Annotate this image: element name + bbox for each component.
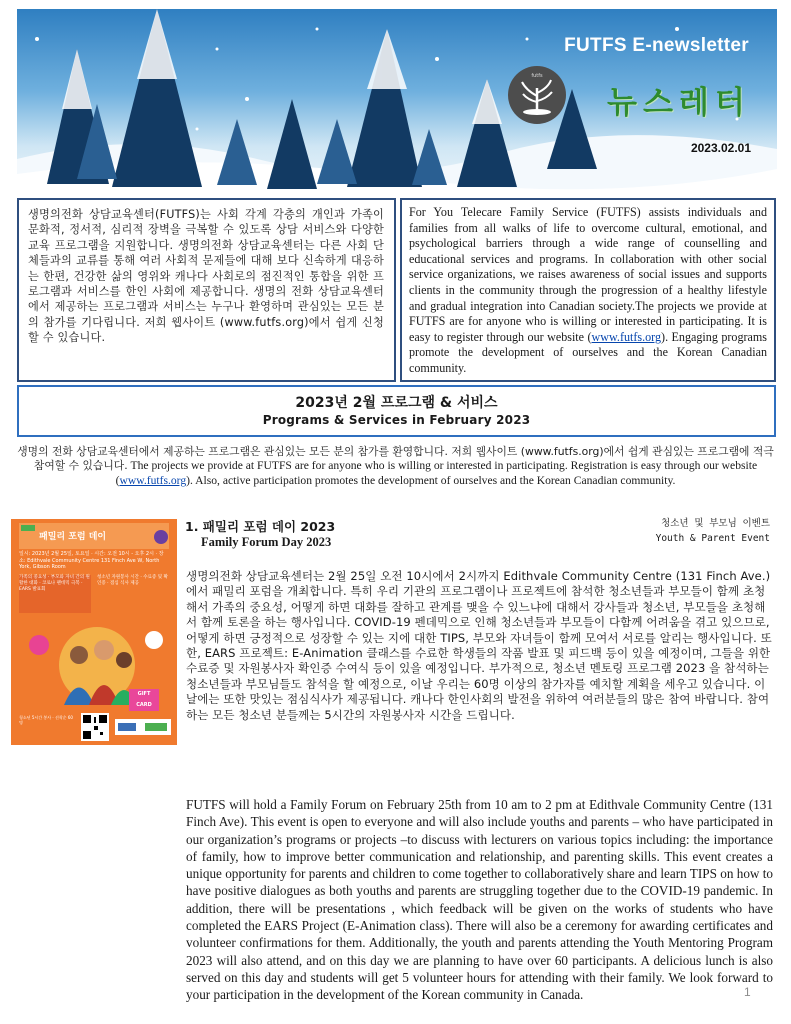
tree-logo-icon bbox=[508, 66, 566, 124]
logo-text: futfs bbox=[531, 73, 543, 79]
article-title: 1. 패밀리 포럼 데이 2023 bbox=[185, 519, 336, 534]
intro-english-text bbox=[409, 205, 767, 377]
family-forum-poster bbox=[11, 519, 177, 745]
article-korean-body: 생명의전화 상담교육센터는 2월 25일 오전 10시에서 2시까지 Edithvale Community Centre (131 Finch Ave.)에서 패밀리 포럼을 개최합니다. 특히 우리 기관의 프로그램이나 프로젝트에 참석한 청소년들과 부모들이 함께 초청해서 가족의 중요성, 어떻게 하면 대화를 잘하고 관계를 맺을 수 있느냐에 대해서 강사들과 청소년, 부모들을 초청해서 함께 토론을 하는 행사입니다. COVID-19 펜데믹으로 인해 청소년들과 부모들이 다함께 어려움을 겪고 있으므로, 어떻게 하면 긍정적으로 성장할 수 있는 지에 대한 TIPS, 부모와 자녀들이 함께 모여서 서로를 알리는 행사입니다. 또한, EARS 프로젝트: E-Animation 클래스를 수료한 학생들의 작품 발표 및 피드백 등이 있을 예정이며, 그들을 위한 수료증 및 자원봉사자 확인증 수여식 등이 있을 예정입니다. 부가적으로, 청소년 멘토링 프로그램 2023 을 참석하는 청소년들과 부모님들도 참석을 할 예정으로, 이날 우리는 60명 이상의 참가자를 예치할 계획을 세우고 있습니다. 이날에는 또한 맛있는 점심식사가 제공됩니다. 캐나다 한인사회의 발전을 위하여 여러분들의 많은 참여 바랍니다. 참여하는 모든 청소년 분들께는 5시간의 자원봉사자 시간을 드립니다. bbox=[186, 569, 772, 722]
programs-subtitle: Programs & Services in February 2023 bbox=[262, 413, 531, 427]
newsletter-title: FUTFS E-newsletter bbox=[564, 35, 749, 56]
poster-footer: 청소년 5시간 봉사 · 선착순 60명 bbox=[19, 715, 73, 725]
poster-topics: 가족의 중요성 · 부모와 자녀 간의 원활한 대화 · 코로나 팬데믹 극복 · EARS 발표회 bbox=[19, 575, 91, 613]
futfs-logo bbox=[508, 66, 566, 124]
sponsor-logos bbox=[115, 719, 171, 735]
programs-description-english-after-link: ). Also, active participation promotes the development of ourselves and the Korean Canadian community. bbox=[186, 473, 676, 487]
intro-english-after-link: ). Engaging programs promote the development of ourselves and the Korean Canadian community. bbox=[409, 329, 767, 375]
programs-section-header bbox=[17, 385, 776, 437]
intro-english-box bbox=[400, 198, 776, 382]
poster-info: 일시: 2023년 2월 25일, 토요일 · 시간: 오전 10시 - 오후 2시 · 장소: Edithvale Community Centre 131 Finch Ave W, North York, Gibson Room bbox=[19, 551, 164, 570]
gift-card-badge: GIFT CARD bbox=[129, 689, 159, 711]
newsletter-korean-title: 뉴스레터 bbox=[607, 85, 751, 121]
programs-website-link[interactable]: www.futfs.org bbox=[119, 473, 187, 487]
intro-english-before-link: For You Telecare Family Service (FUTFS) assists individuals and families from all walks of life to overcome cultural, emotional, and psychological barriers through a wide range of counselling and educational services and programs. In collaboration with other social service organizations, we raises awareness of social issues and supports clients in the community through the progression of a healthy lifestyle and gradual integration into Canadian society.The projects we provide at FUTFS are for anyone who is willing or interested in participating. It is easy to register through our website ( bbox=[409, 205, 767, 344]
programs-description bbox=[17, 445, 774, 488]
intro-korean-text: 생명의전화 상담교육센터(FUTFS)는 사회 각계 각층의 개인과 가족이 문화적, 정서적, 심리적 장벽을 극복할 수 있도록 상담 서비스와 다양한 교육 프로그램을 지원합니다. 생명의전화 상담교육센터는 다른 사회 단체들과의 교류를 통해 여러 사회적 문제들에 대해 보다 신속하게 대응하는 한편, 건강한 삶의 영위와 캐나다 사회로의 점진적인 통합을 위한 프로그램과 서비스를 한인 사회에 제공합니다. 생명의 전화 상담교육센터에서 제공하는 프로그램과 서비스는 누구나 환영하며 관심있는 모든 분의 참가를 기다립니다. 저희 웹사이트 (www.futfs.org)에서 쉽게 신청할 수 있습니다. bbox=[28, 208, 384, 345]
programs-description-korean: 생명의 전화 상담교육센터에서 제공하는 프로그램은 관심있는 모든 분의 참가를 환영합니다. 저희 웹사이트 (www.futfs.org)에서 쉽게 관심있는 프로그램에 적극 참여할 수 있습니다. bbox=[17, 445, 774, 473]
intro-website-link[interactable]: www.futfs.org bbox=[591, 329, 662, 344]
intro-korean-box bbox=[17, 198, 396, 382]
header-banner bbox=[17, 9, 777, 192]
newsletter-date: 2023.02.01 bbox=[690, 141, 751, 155]
article-tag bbox=[630, 516, 770, 546]
programs-description-english-before-link: The projects we provide at FUTFS are for anyone who is willing or interested in participating. Registration is easy through our website ( bbox=[115, 459, 758, 487]
poster-title: 패밀리 포럼 데이 bbox=[39, 532, 107, 542]
article-tag-english: Youth & Parent Event bbox=[655, 533, 770, 544]
programs-title: 2023년 2월 프로그램 & 서비스 bbox=[295, 395, 498, 411]
article-english-body: FUTFS will hold a Family Forum on February 25th from 10 am to 2 pm at Edithvale Community Centre (131 Finch Ave). This event is open to everyone and will also include youths and parents – who have participated in our organization’s programs or projects –to discuss with lecturers on various topics including: the importance of family, how to improve better communication and relationship, and parenting skills. This event creates a unique opportunity for parents and children to come together to collaboratively share and learn TIPS on how to have positive dialogues as both youths and parents are struggling together due to the COVID-19 pandemic. In addition, there will be presentations , which feedback will be given on the works of students who have completed the EARS Project (E-Animation class). There will also be a ceremony for awarding certificates and volunteer confirmations for them. Additionally, the youth and parents attending the Youth Mentoring Program 2023 will also attend, and on this day we are planning to have over 60 participants. A delicious lunch is also served on this day and students will get 5 volunteer hours for attending with their family. We look forward to your participation in the development of the Korean community in Canada. bbox=[186, 797, 773, 1003]
article-subtitle: Family Forum Day 2023 bbox=[201, 535, 332, 549]
article-tag-korean: 청소년 및 부모님 이벤트 bbox=[661, 518, 770, 529]
poster-benefits: 청소년 자원봉사 시간 · 수료증 및 확인증 · 점심 식사 제공 bbox=[97, 575, 168, 586]
qr-code-icon bbox=[81, 713, 109, 741]
page-number: 1 bbox=[744, 985, 751, 999]
